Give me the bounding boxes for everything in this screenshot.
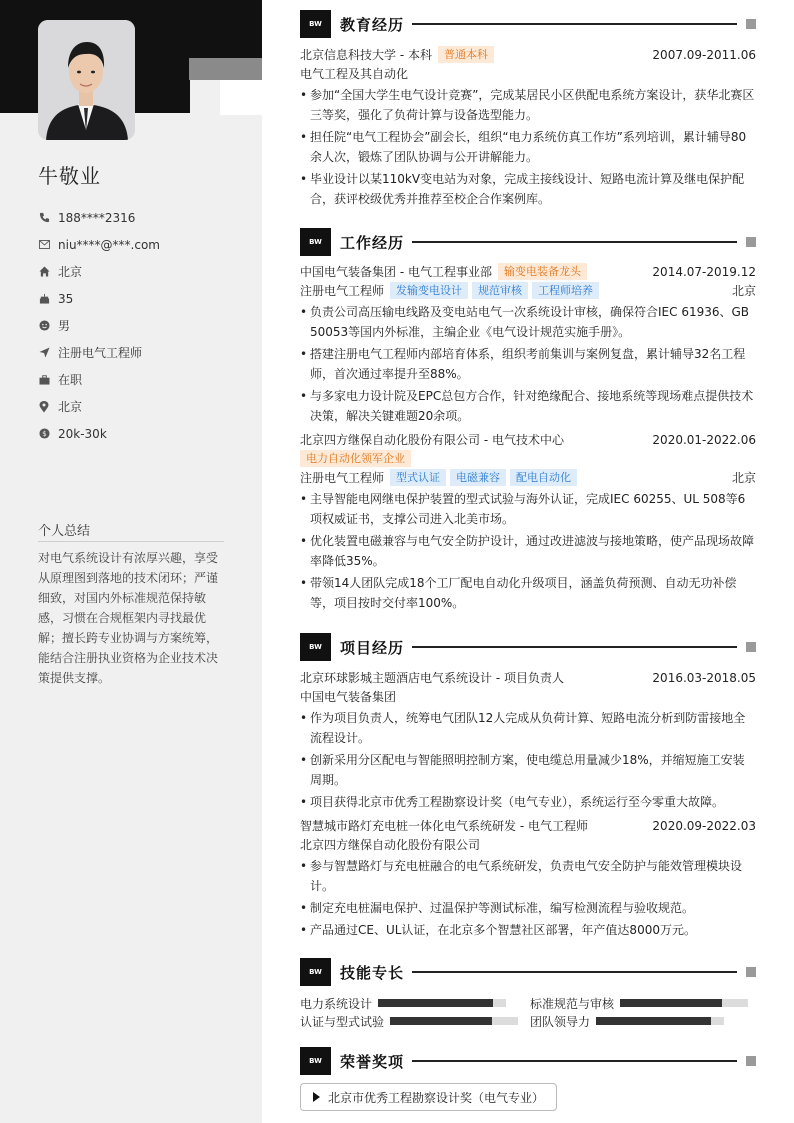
- list-item: • 创新采用分区配电与智能照明控制方案，使电缆总用量减少18%，并缩短施工安装周期。: [300, 750, 756, 790]
- contact-phone: [38, 204, 238, 231]
- project-date: 2020.09-2022.03: [652, 818, 756, 833]
- education-bullets: [300, 85, 756, 209]
- project-org: 北京四方继保自动化股份有限公司: [300, 838, 481, 852]
- contact-list: [38, 204, 238, 447]
- project-entry-2: [300, 816, 756, 942]
- profile-photo: [38, 20, 135, 140]
- section-badge: BW: [300, 633, 331, 661]
- skill-item: [300, 1012, 518, 1030]
- contact-location-text: 北京: [58, 400, 83, 414]
- section-title-skills: 技能专长: [340, 963, 405, 982]
- play-triangle-icon: [313, 1092, 320, 1102]
- list-item: • 带领14人团队完成18个工厂配电自动化升级项目，涵盖负荷预测、自动无功补偿等，项目按时交付率100%。: [300, 573, 756, 613]
- project-bullets: [300, 708, 756, 812]
- cake-icon: [38, 293, 50, 305]
- work-entry-1: [300, 262, 756, 428]
- skill-item: [530, 994, 748, 1012]
- contact-gender-text: 男: [58, 319, 71, 333]
- briefcase-icon: [38, 374, 50, 386]
- summary-text: 对电气系统设计有浓厚兴趣，享受从原理图到落地的技术闭环；严谨细致，对国内外标准规范保持敏感，习惯在合规框架内寻找最优解；擅长跨专业协调与方案统筹，能结合注册执业资格为企业技术决策提供支撑。: [38, 551, 219, 685]
- section-divider: [412, 971, 737, 973]
- company-name: 北京四方继保自动化股份有限公司 - 电气技术中心: [300, 433, 564, 447]
- list-item: • 与多家电力设计院及EPC总包方合作，针对绝缘配合、接地系统等现场难点提供技术决策，解决关键难题20余项。: [300, 386, 756, 426]
- contact-salary: [38, 420, 238, 447]
- project-name: 智慧城市路灯充电桩一体化电气系统研发 - 电气工程师: [300, 819, 588, 833]
- skill-item: [530, 1012, 724, 1030]
- skill-tag: 配电自动化: [510, 469, 577, 486]
- contact-age-text: 35: [58, 291, 74, 306]
- section-header-projects: [300, 633, 756, 661]
- profile-name: 牛敬业: [38, 164, 101, 188]
- list-item: • 项目获得北京市优秀工程勘察设计奖（电气专业），系统运行至今零重大故障。: [300, 792, 756, 812]
- contact-status: [38, 366, 238, 393]
- list-item: • 优化装置电磁兼容与电气安全防护设计，通过改进滤波与接地策略，使产品现场故障率降低35%。: [300, 531, 756, 571]
- contact-email: [38, 231, 238, 258]
- work-date: 2014.07-2019.12: [652, 264, 756, 279]
- skill-tag: 发输变电设计: [390, 282, 468, 299]
- contact-home: [38, 258, 238, 285]
- project-date: 2016.03-2018.05: [652, 670, 756, 685]
- work-location: 北京: [731, 284, 756, 298]
- section-title-awards: 荣誉奖项: [340, 1052, 405, 1071]
- company-name: 中国电气装备集团 - 电气工程事业部: [300, 265, 492, 279]
- skill-bar: [390, 1017, 518, 1025]
- award-text: 北京市优秀工程勘察设计奖（电气专业）: [328, 1090, 545, 1105]
- salary-icon: [38, 428, 50, 440]
- section-end-square: [746, 1056, 756, 1066]
- contact-title-text: 注册电气工程师: [58, 346, 143, 360]
- section-header-work: [300, 228, 756, 256]
- phone-icon: [38, 212, 50, 224]
- email-icon: [38, 239, 50, 251]
- list-item: • 参加“全国大学生电气设计竞赛”，完成某居民小区供配电系统方案设计，获华北赛区三等奖，强化了负荷计算与设备选型能力。: [300, 85, 756, 125]
- list-item: • 产品通过CE、UL认证，在北京多个智慧社区部署，年产值达8000万元。: [300, 920, 756, 940]
- list-item: • 担任院“电气工程协会”副会长，组织“电力系统仿真工作坊”系列培训，累计辅导80余人次，锻炼了团队协调与公开讲解能力。: [300, 127, 756, 167]
- company-tag: 输变电装备龙头: [498, 263, 587, 280]
- skill-name: 认证与型式试验: [300, 1014, 385, 1029]
- skill-name: 标准规范与审核: [530, 996, 615, 1011]
- contact-email-text: niu****@***.com: [58, 237, 160, 252]
- education-entry: [300, 45, 756, 211]
- contact-phone-text: 188****2316: [58, 210, 136, 225]
- school-name: 北京信息科技大学 - 本科: [300, 48, 432, 62]
- skill-tag: 工程师培养: [532, 282, 599, 299]
- section-divider: [412, 1060, 737, 1062]
- section-header-awards: [300, 1047, 756, 1075]
- section-header-education: [300, 10, 756, 38]
- section-title-projects: 项目经历: [340, 638, 405, 657]
- section-end-square: [746, 642, 756, 652]
- project-org: 中国电气装备集团: [300, 690, 397, 704]
- section-title-education: 教育经历: [340, 15, 405, 34]
- gender-icon: [38, 320, 50, 332]
- section-end-square: [746, 237, 756, 247]
- list-item: • 搭建注册电气工程师内部培育体系，组织考前集训与案例复盘，累计辅导32名工程师，首次通过率提升至88%。: [300, 344, 756, 384]
- section-badge: BW: [300, 10, 331, 38]
- job-title: 注册电气工程师: [300, 471, 385, 485]
- work-location: 北京: [731, 471, 756, 485]
- svg-text:$: $: [41, 429, 47, 439]
- sidebar: [0, 0, 262, 1123]
- home-icon: [38, 266, 50, 278]
- list-item: • 参与智慧路灯与充电桩融合的电气系统研发，负责电气安全防护与能效管理模块设计。: [300, 856, 756, 896]
- list-item: • 作为项目负责人，统筹电气团队12人完成从负荷计算、短路电流分析到防雷接地全流程设计。: [300, 708, 756, 748]
- skill-item: [300, 994, 506, 1012]
- skill-name: 团队领导力: [530, 1014, 591, 1029]
- skill-tag: 规范审核: [472, 282, 528, 299]
- education-date: 2007.09-2011.06: [652, 47, 756, 62]
- section-divider: [412, 646, 737, 648]
- section-badge: BW: [300, 1047, 331, 1075]
- project-name: 北京环球影城主题酒店电气系统设计 - 项目负责人: [300, 671, 564, 685]
- work-bullets: [300, 489, 756, 613]
- skill-bar: [620, 999, 748, 1007]
- list-item: • 制定充电桩漏电保护、过温保护等测试标准，编写检测流程与验收规范。: [300, 898, 756, 918]
- skill-tag: 电磁兼容: [450, 469, 506, 486]
- location-pin-icon: [38, 401, 50, 413]
- contact-status-text: 在职: [58, 373, 83, 387]
- sidebar-accent-block: [220, 80, 262, 115]
- skill-bar-fill: [390, 1017, 492, 1025]
- list-item: • 负责公司高压输电线路及变电站电气一次系统设计审核，确保符合IEC 61936、GB 50053等国内外标准，主编企业《电气设计规范实施手册》。: [300, 302, 756, 342]
- send-icon: [38, 347, 50, 359]
- company-tag: 电力自动化领军企业: [300, 450, 411, 467]
- skill-tag: 型式认证: [390, 469, 446, 486]
- skill-bar: [378, 999, 506, 1007]
- award-item: [300, 1083, 557, 1111]
- school-tag: 普通本科: [438, 46, 494, 63]
- skill-bar: [596, 1017, 724, 1025]
- skill-name: 电力系统设计: [300, 996, 373, 1011]
- contact-location: [38, 393, 238, 420]
- list-item: • 主导智能电网继电保护装置的型式试验与海外认证，完成IEC 60255、UL 508等6项权威证书，支撑公司进入北美市场。: [300, 489, 756, 529]
- work-date: 2020.01-2022.06: [652, 432, 756, 447]
- section-divider: [412, 241, 737, 243]
- skill-bar-fill: [378, 999, 493, 1007]
- contact-age: [38, 285, 238, 312]
- contact-title: [38, 339, 238, 366]
- contact-salary-text: 20k-30k: [58, 426, 107, 441]
- section-divider: [412, 23, 737, 25]
- skill-bar-fill: [620, 999, 722, 1007]
- section-badge: BW: [300, 228, 331, 256]
- education-major: 电气工程及其自动化: [300, 67, 409, 81]
- section-end-square: [746, 967, 756, 977]
- skill-bar-fill: [596, 1017, 711, 1025]
- section-badge: BW: [300, 958, 331, 986]
- project-entry-1: [300, 668, 756, 814]
- job-title: 注册电气工程师: [300, 284, 385, 298]
- work-entry-2: [300, 430, 756, 615]
- sidebar-accent-bar: [189, 58, 262, 80]
- section-title-work: 工作经历: [340, 233, 405, 252]
- summary-title: 个人总结: [38, 520, 224, 542]
- list-item: • 毕业设计以某110kV变电站为对象，完成主接线设计、短路电流计算及继电保护配合，获评校级优秀并推荐至校企合作案例库。: [300, 169, 756, 209]
- contact-gender: [38, 312, 238, 339]
- contact-home-text: 北京: [58, 265, 83, 279]
- section-end-square: [746, 19, 756, 29]
- project-bullets: [300, 856, 756, 940]
- work-bullets: [300, 302, 756, 426]
- section-header-skills: [300, 958, 756, 986]
